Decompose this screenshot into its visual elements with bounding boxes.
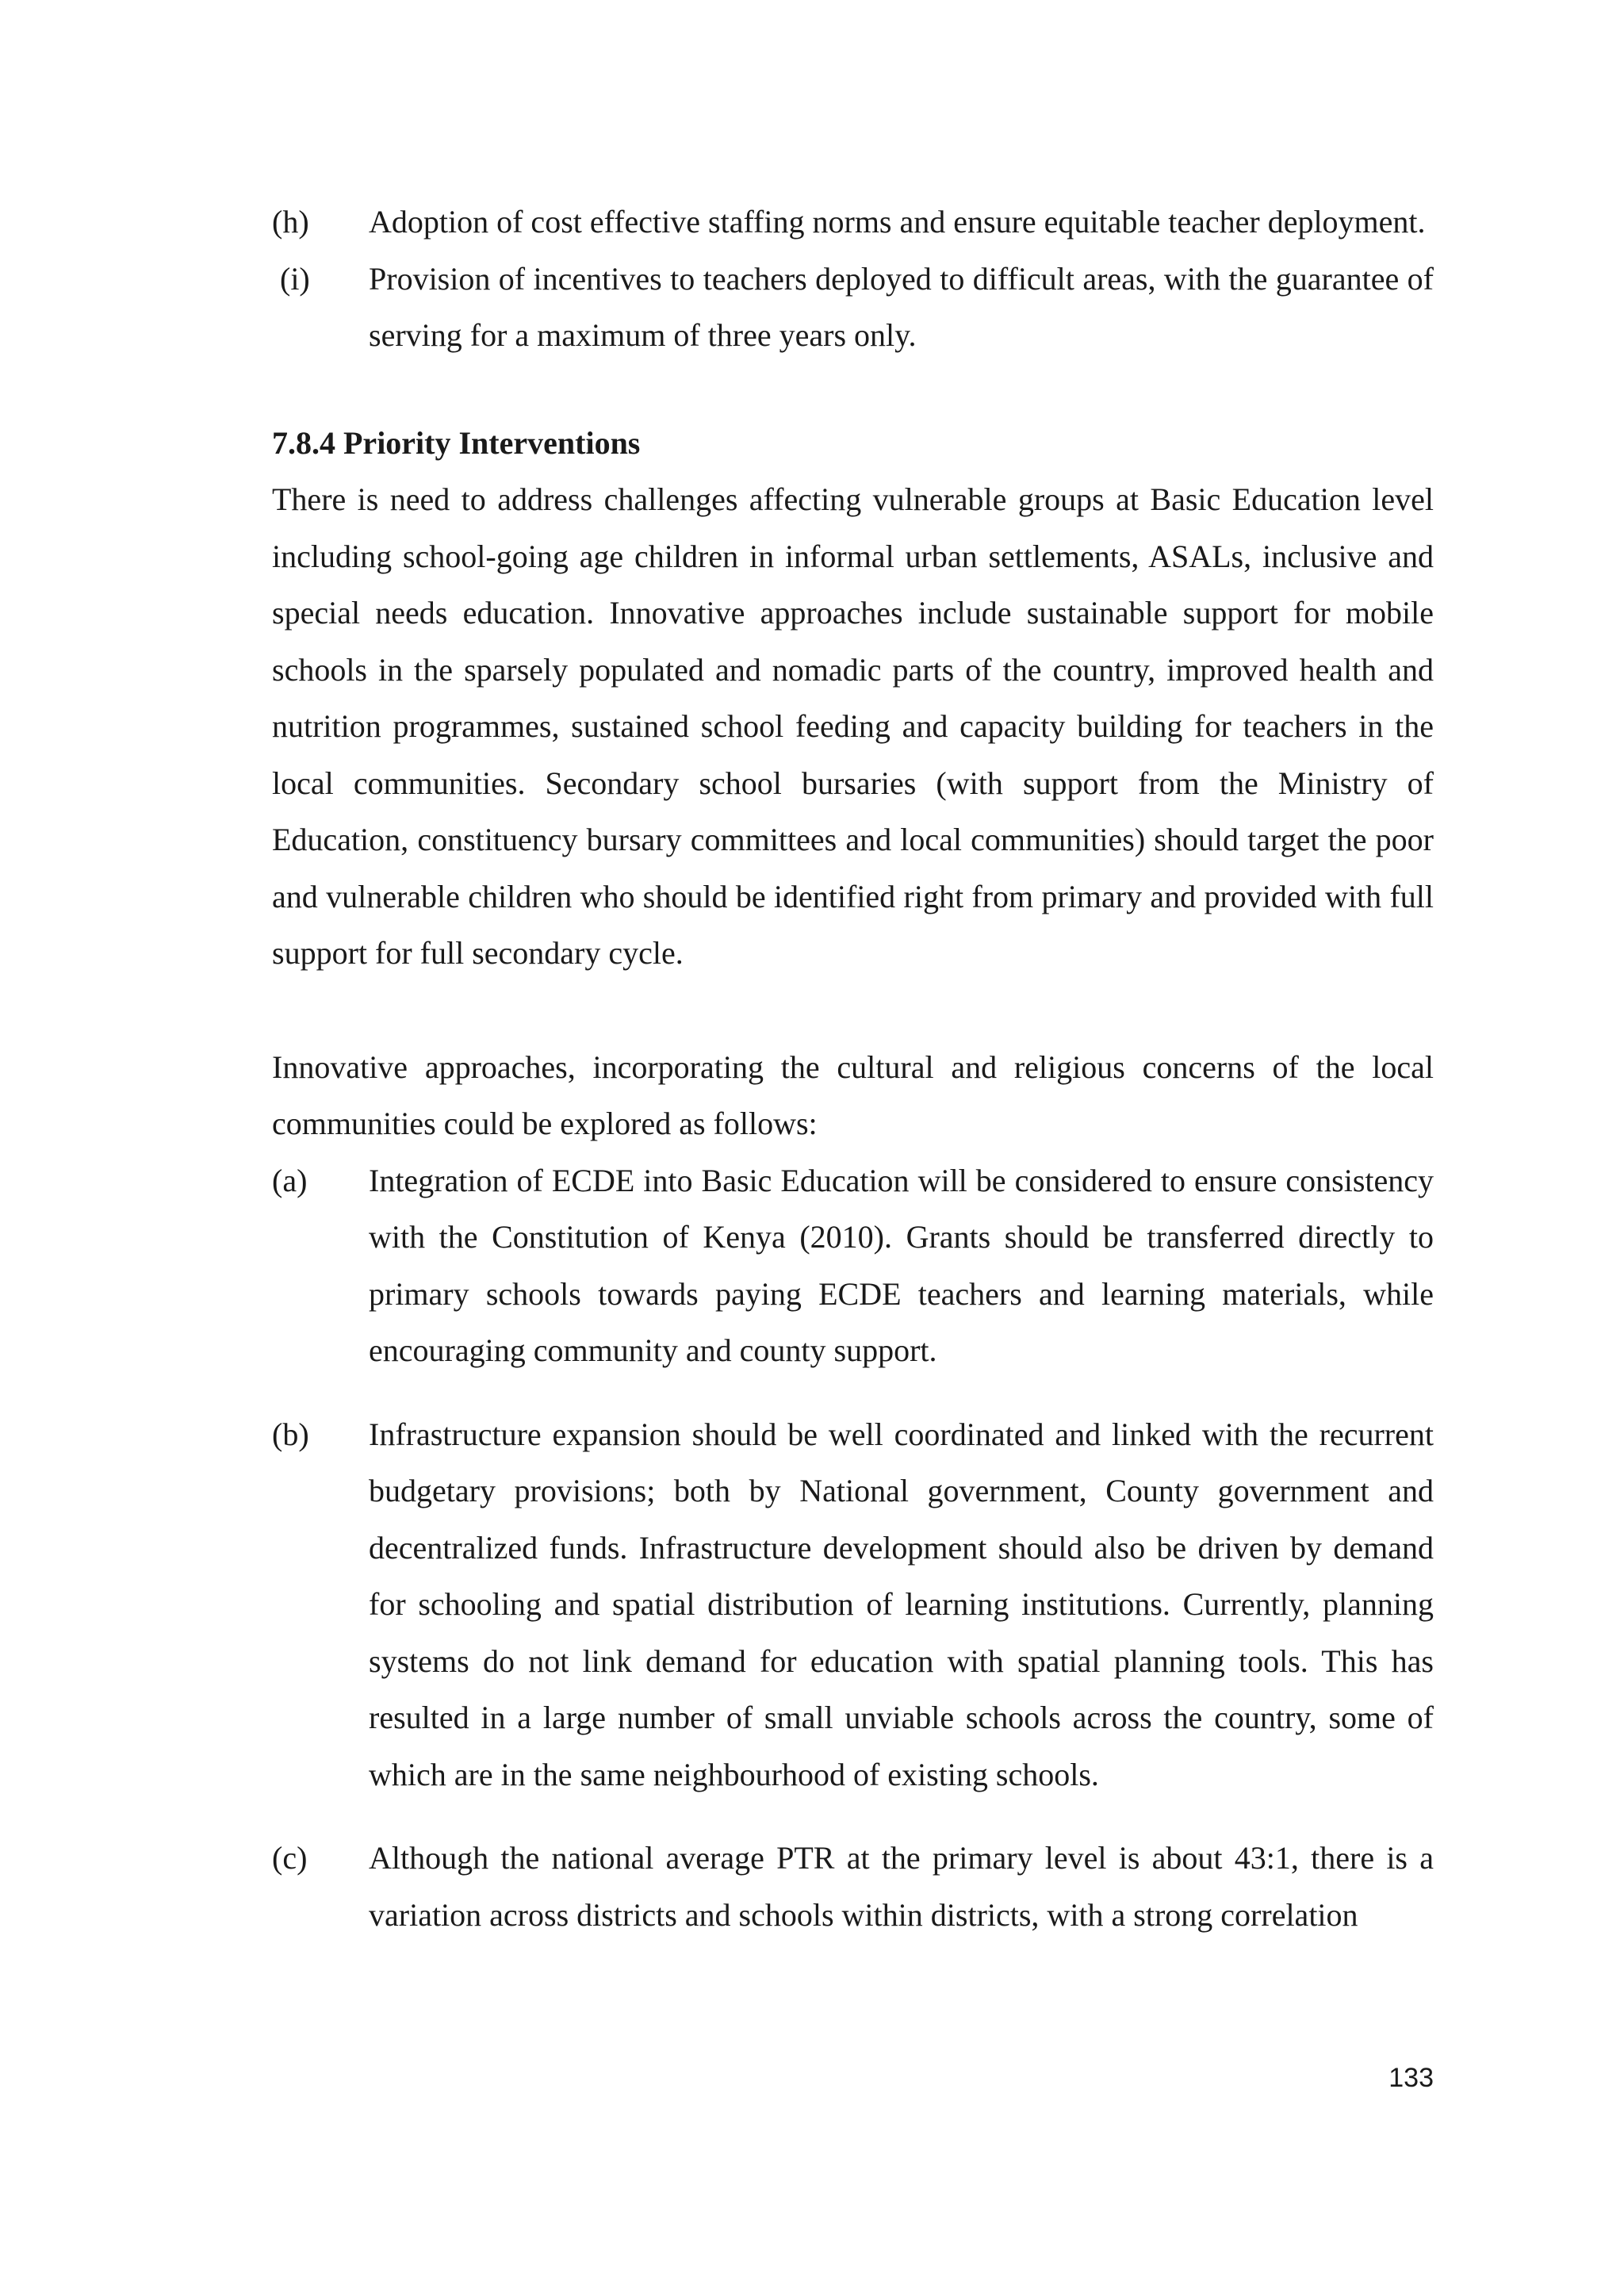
list-item-a <box>272 1152 1434 1379</box>
list-item-h <box>272 194 1434 251</box>
section-paragraph-1: There is need to address challenges affecting vulnerable groups at Basic Education level including school-going age children in informal urban settlements, ASALs, inclusive and special needs education. Innovative approaches include sustainable support for mobile schools in the sparsely populated and nomadic parts of the country, improved health and nutrition programmes, sustained school feeding and capacity building for teachers in the local communities. Secondary school bursaries (with support from the Ministry of Education, constituency bursary committees and local communities) should target the poor and vulnerable children who should be identified right from primary and provided with full support for full secondary cycle. <box>272 481 1434 971</box>
page-number: 133 <box>1388 2063 1434 2093</box>
list-item-text: Infrastructure expansion should be well coordinated and linked with the recurrent budgetary provisions; both by National government, County government and decentralized funds. Infrastructure development should also be driven by demand for schooling and spatial distribution of learning institutions. Currently, planning systems do not link demand for education with spatial planning tools. This has resulted in a large number of small unviable schools across the country, some of which are in the same neighbourhood of existing schools. <box>369 1416 1434 1792</box>
list-item-text: Although the national average PTR at the primary level is about 43:1, there is a variation across districts and schools within districts, with a strong correlation <box>369 1840 1434 1933</box>
list-item-label: (h) <box>272 204 309 240</box>
page-content <box>272 194 1434 1943</box>
section-heading: 7.8.4 Priority Interventions <box>272 424 641 461</box>
list-item-text: Provision of incentives to teachers deployed to difficult areas, with the guarantee of serving for a maximum of three years only. <box>369 260 1434 353</box>
list-item-label: (c) <box>272 1840 308 1876</box>
list-item-b <box>272 1406 1434 1803</box>
list-item-text: Integration of ECDE into Basic Education will be considered to ensure consistency with the Constitution of Kenya (2010). Grants should be transferred directly to primary schools towards paying ECDE teachers and learning materials, while encouraging community and county support. <box>369 1162 1434 1368</box>
list-item-i <box>272 251 1434 364</box>
section-paragraph-2: Innovative approaches, incorporating the cultural and religious concerns of the local communities could be explored as follows: <box>272 1048 1434 1141</box>
list-item-c <box>272 1830 1434 1943</box>
list-item-label: (b) <box>272 1416 309 1452</box>
list-item-label: (i) <box>280 260 310 297</box>
list-item-text: Adoption of cost effective staffing norms and ensure equitable teacher deployment. <box>369 204 1426 240</box>
list-item-label: (a) <box>272 1162 308 1198</box>
